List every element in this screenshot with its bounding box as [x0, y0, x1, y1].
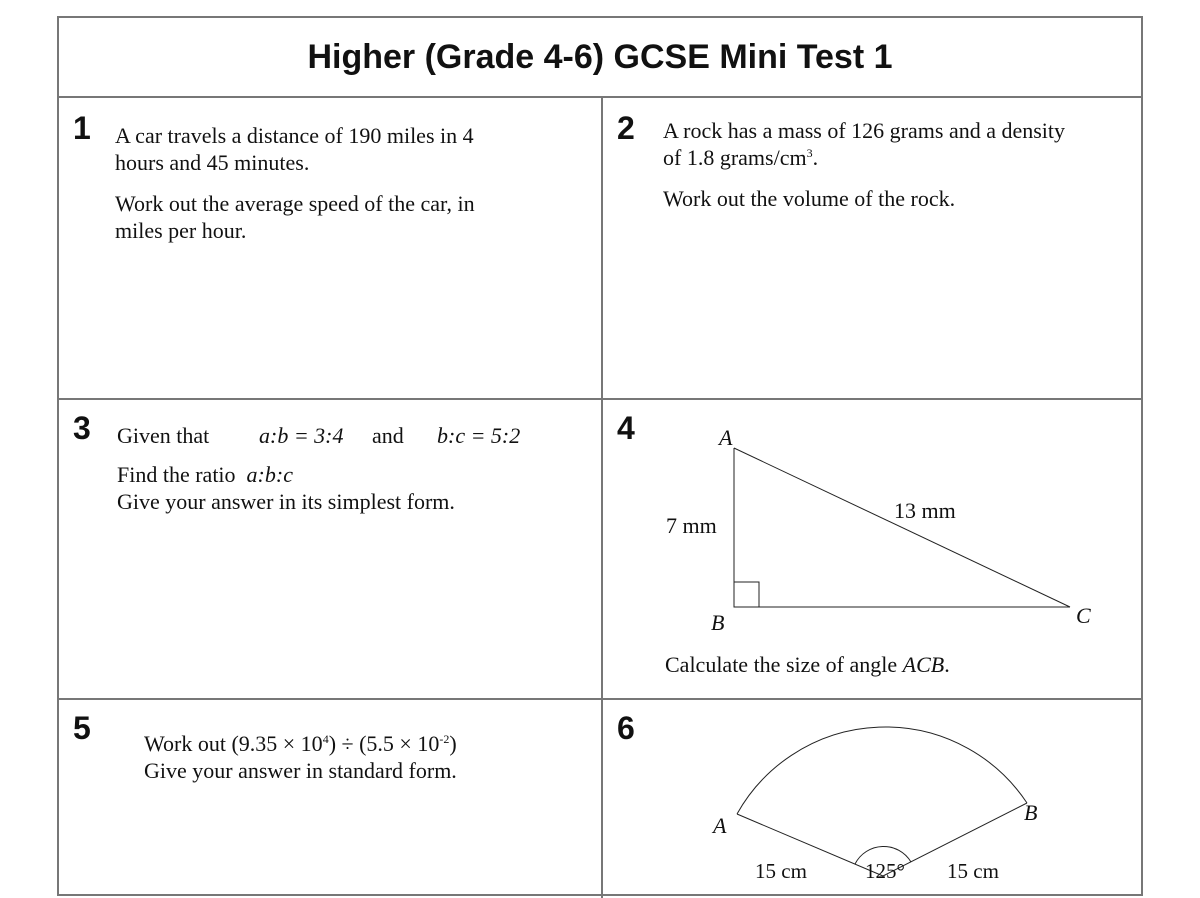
- side-ac: [734, 448, 1070, 607]
- question-6-cell: [603, 700, 1145, 898]
- angle-label: 125°: [865, 859, 905, 883]
- question-text: miles per hour.: [115, 218, 247, 243]
- question-text: hours and 45 minutes.: [115, 150, 310, 175]
- and-text: and: [372, 423, 404, 448]
- radius-left-label: 15 cm: [755, 859, 807, 883]
- point-a-label: A: [713, 813, 727, 838]
- page-title: Higher (Grade 4-6) GCSE Mini Test 1: [307, 37, 893, 76]
- question-4-cell: [603, 400, 1145, 698]
- side-ac-label: 13 mm: [894, 498, 956, 523]
- question-text: Work out the average speed of the car, in: [115, 191, 475, 216]
- question-text: A car travels a distance of 190 miles in 4: [115, 123, 474, 148]
- ratio-ab: a:b = 3:4: [259, 423, 344, 448]
- give-text: Give your answer in standard form.: [144, 758, 457, 783]
- calc-text: Calculate the size of angle ACB.: [665, 652, 950, 677]
- give-text: Give your answer in its simplest form.: [117, 489, 455, 514]
- question-number: 6: [617, 710, 635, 746]
- question-3-cell: [59, 400, 601, 698]
- find-text: Find the ratio a:b:c: [117, 462, 293, 487]
- ratio-bc: b:c = 5:2: [437, 423, 521, 448]
- radius-right-label: 15 cm: [947, 859, 999, 883]
- vertex-b-label: B: [711, 610, 725, 635]
- question-number: 2: [617, 110, 635, 146]
- question-text: of 1.8 grams/$cm^3$.: [663, 145, 819, 170]
- question-2-cell: [603, 100, 1145, 398]
- question-text: A rock has a mass of 126 grams and a density: [663, 118, 1066, 143]
- test-sheet: [57, 16, 1143, 896]
- sector-diagram: [603, 700, 1145, 898]
- question-number: 5: [73, 710, 91, 746]
- question-number: 3: [73, 410, 91, 446]
- given-text: Given that: [117, 423, 210, 448]
- right-angle-marker: [734, 582, 759, 607]
- question-number: 1: [73, 110, 91, 146]
- point-b-label: B: [1024, 800, 1038, 825]
- work-out-text: Work out $(9.35 \times 10^4) \div (5.5 \times 10^{-2})$: [144, 731, 457, 756]
- vertex-c-label: C: [1076, 603, 1091, 628]
- sector-arc: [737, 727, 1027, 814]
- question-text: Work out the volume of the rock.: [663, 186, 956, 211]
- side-ab-label: 7 mm: [666, 513, 717, 538]
- question-1-cell: [59, 100, 601, 398]
- vertex-a-label: A: [719, 425, 733, 450]
- question-number: 4: [617, 410, 635, 446]
- question-5-cell: [59, 700, 601, 898]
- title-row: [59, 18, 1141, 98]
